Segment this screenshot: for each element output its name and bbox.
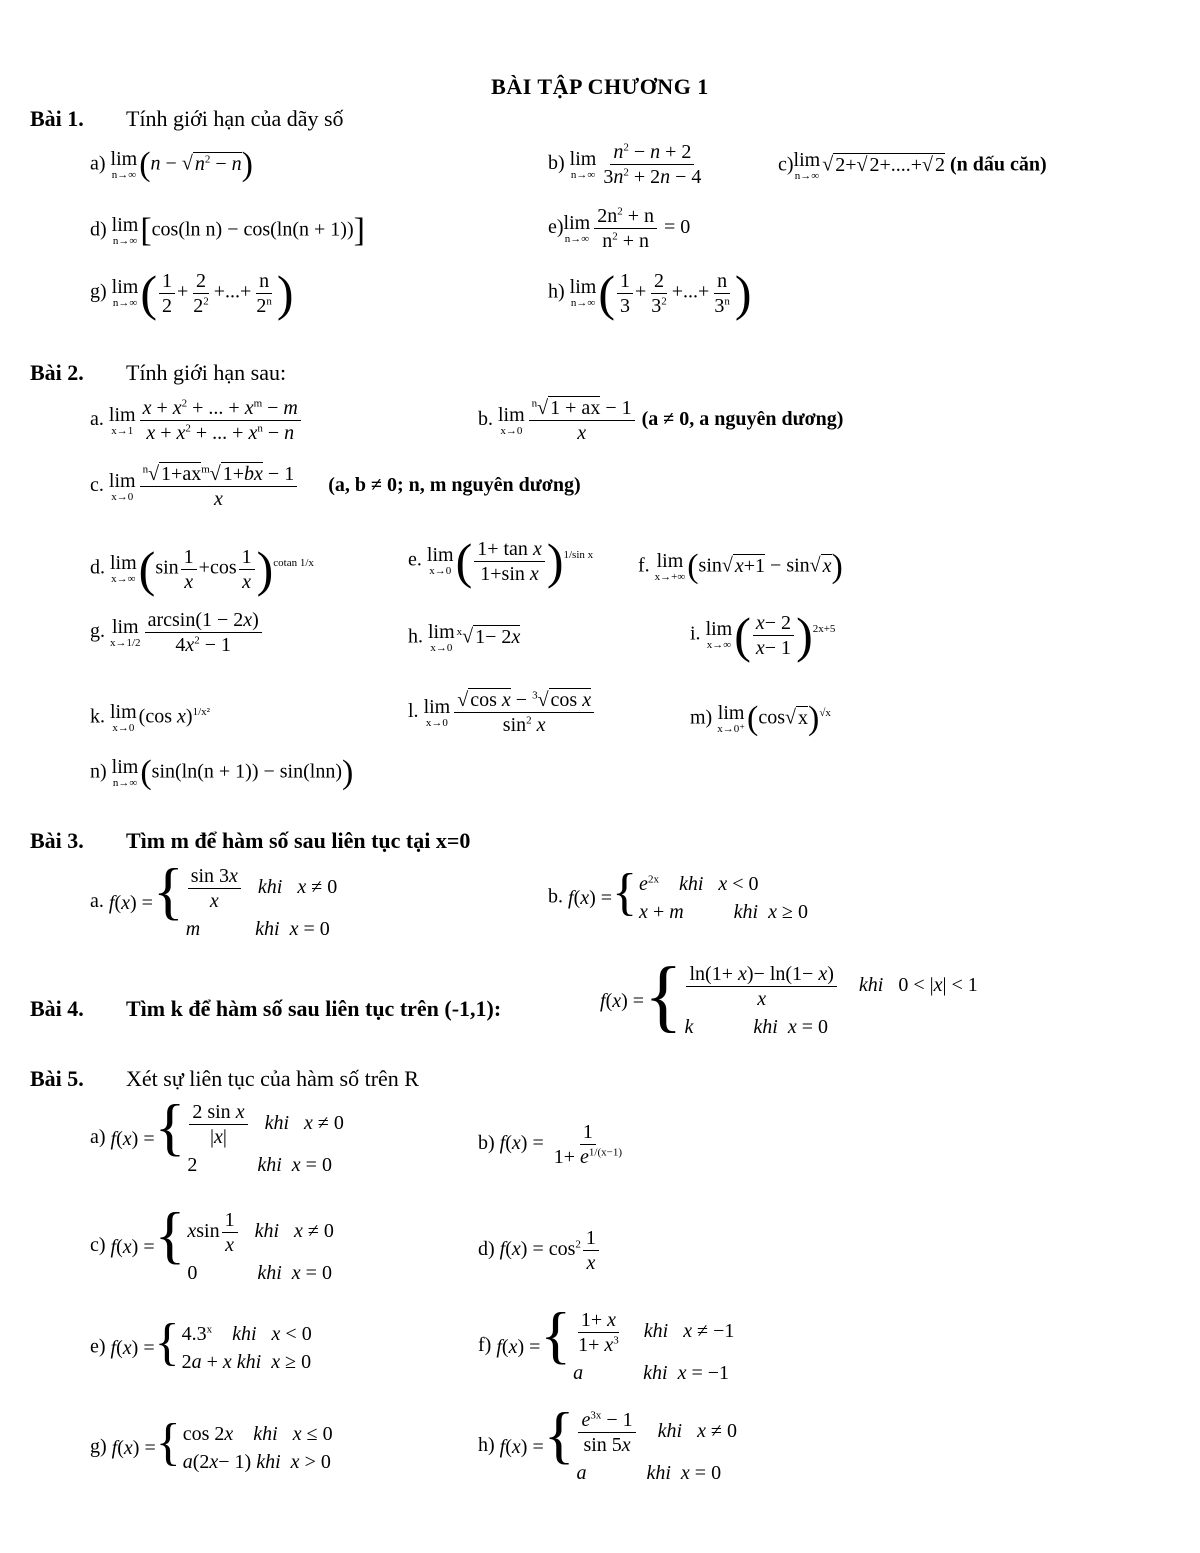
exercise-5g: g) f(x) = { cos 2x khi x ≤ 0 a(2x− 1) khi x > 0: [90, 1414, 333, 1473]
section-title-1: Tính giới hạn của dãy số: [126, 106, 344, 131]
exercise-3a: a. f(x) = { $\frac{\sin 3x}{x}$ khi x ≠ 0 m khi x = 0: [90, 855, 338, 940]
exercise-2b: b. lim x→0 $\frac{^n√ 1 + ax - 1}{x}$ (a ≠ 0, a nguyên dương): [478, 397, 844, 444]
exercise-2d: d. lim x→∞ (sin $\frac{1}{x}$ +cos $\frac{1}{x}$ )$^{cotan 1/x}$: [90, 541, 314, 597]
exercise-2c: c. lim x→0 $\frac{^n√ 1+ax^m√ 1+bx - 1}{x}$ (a, b ≠ 0; n, m nguyên dương): [90, 463, 581, 510]
exercise-5e: e) f(x) = { 4.3$^x$ khi x < 0 2a + x khi x ≥ 0: [90, 1314, 312, 1373]
exercise-1g: g) lim n→∞ ( $\frac{1}{2}$ + $\frac{2}{2^2}$ +...+ $\frac{n}{2^n}$ ): [90, 265, 294, 321]
section-label-4: Bài 4.: [30, 996, 84, 1021]
exercise-2i: i. lim x→∞ ( $\frac{x- 2}{x- 1}$ )$^{2x+5}$: [690, 607, 836, 663]
exercise-5a: a) f(x) = { $\frac{\text{2 sin x}}{|x|}$ khi x ≠ 0 2 khi x = 0: [90, 1091, 344, 1176]
exercise-5c: c) f(x) = { xsin $\frac{1}{x}$ khi x ≠ 0 0 khi x = 0: [90, 1199, 334, 1284]
section-label-3: Bài 3.: [30, 828, 84, 853]
section-title-5: Xét sự liên tục của hàm số trên R: [126, 1066, 419, 1091]
exercise-2k: k. lim x→0 (cos x)$^{1/x^2}$: [90, 701, 210, 734]
exercise-2n: n) lim n→∞ (sin(ln(n + 1)) − sin(lnn)): [90, 754, 354, 791]
exercise-1d: d) lim n→∞ [cos(ln n) − cos(ln(n + 1))]: [90, 212, 365, 249]
section-label-2: Bài 2.: [30, 360, 84, 385]
exercise-1e: e)lim n→∞ $\frac{2n^2 + n}{n^2 + n}$ = 0: [548, 205, 691, 252]
exercise-5d: d) $f(x) = \cos^2$ $\frac{1}{x}$: [478, 1228, 601, 1273]
exercise-2g: g. lim x→1/2 $\frac{\arcsin(1 - 2x)}{4x^2 - 1}$: [90, 610, 264, 655]
exercise-2h: h. lim x→0 $^x$√ 1− 2x: [408, 621, 521, 654]
exercise-1h: h) lim n→∞ ( $\frac{1}{3}$ + $\frac{2}{3^2}$ +...+ $\frac{n}{3^n}$ ): [548, 265, 752, 321]
exercise-1a: a) lim n→∞ (n − √ $n^2 - n$): [90, 146, 253, 183]
exercise-2m: m) lim x→0⁺ (cos√ x)$^{√x}$: [690, 700, 831, 737]
exercise-5f: f) f(x) = { $\frac{1+ x}{1+ x^3}$ khi x ≠ −1 a khi x = −1: [478, 1299, 735, 1384]
section-title-3: Tìm m để hàm số sau liên tục tại x=0: [126, 828, 471, 853]
page-title: BÀI TẬP CHƯƠNG 1: [491, 74, 709, 99]
section-label-5: Bài 5.: [30, 1066, 84, 1091]
exercise-2f: f. lim x→+∞ (sin√ x+1 − sin√ x): [638, 548, 843, 585]
section-title-2: Tính giới hạn sau:: [126, 360, 287, 385]
exercise-5h: h) f(x) = { $\frac{e^{3x} - 1}{\sin 5x}$ khi x ≠ 0 a khi x = 0: [478, 1399, 737, 1484]
section-label-1: Bài 1.: [30, 106, 84, 131]
exercise-2e: e. lim x→0 ( $\frac{\text{1+ tan x}}{\text{1+sin x}}$ )$^{1/sin x}$: [408, 533, 594, 589]
exercise-5b: b) f(x) = $\frac{1}{1+ e^{1/(x-1)}}$: [478, 1121, 623, 1168]
exercise-3b: b. f(x) = { $e^{2x}$ khi x < 0 x + m khi x ≥ 0: [548, 864, 808, 923]
exercise-2l: l. lim x→0 $\frac{√ \cos x - ^3√ \cos x}{\sin^2 x}$: [408, 690, 596, 735]
exercise-1b: b) lim n→∞ $\frac{n^2 - n + 2}{3n^2 + 2n - 4}$: [548, 141, 702, 188]
exercise-4: f(x) = { $\frac{\ln(1+ x)- \ln(1- x)}{x}$ khi 0 < |x| < 1 k khi x = 0: [600, 952, 978, 1040]
exercise-2a: a. lim x→1 $\frac{x + x^2 + ... + x^m - m}{x + x^2 + ... + x^n - n}$: [90, 398, 303, 443]
exercise-1c: c)lim n→∞ √ 2+√ 2+....+√ 2 (n dấu căn): [778, 149, 1047, 182]
section-title-4: Tìm k để hàm số sau liên tục trên (-1,1):: [126, 996, 502, 1021]
